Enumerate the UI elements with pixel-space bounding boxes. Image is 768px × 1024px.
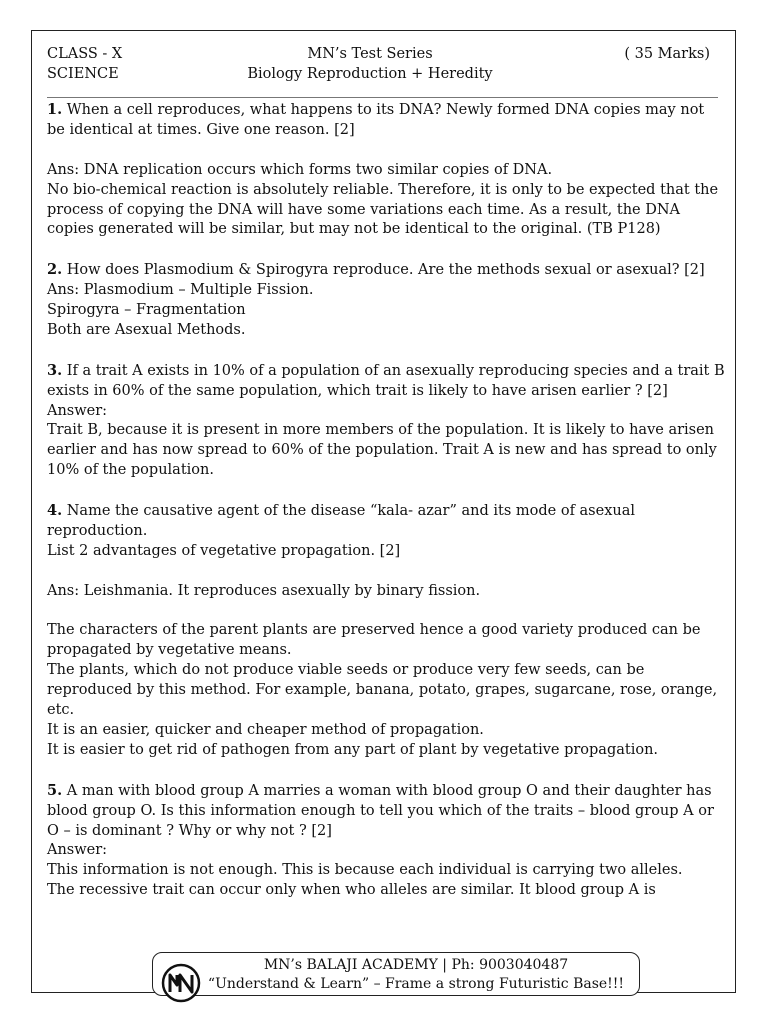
footer-academy: MN’s BALAJI ACADEMY | Ph: 9003040487 <box>263 957 569 973</box>
question-text: A man with blood group A marries a woman with blood group O and their daughter has blood group O. Is this information enough to tell you which of the traits – blood group A or O – is dominant ? Why or why not ? [2] <box>47 782 714 839</box>
footer-tagline: “Understand & Learn” – Frame a strong Futuristic Base!!! <box>207 976 625 992</box>
question-text: If a trait A exists in 10% of a population of an asexually reproducing species and a trait B exists in 60% of the same population, which trait is likely to have arisen earlier ? [2] <box>47 362 725 399</box>
answer-line: The recessive trait can occur only when who alleles are similar. It blood group A is <box>47 882 656 899</box>
answer-line: Ans: DNA replication occurs which forms two similar copies of DNA. <box>47 161 553 178</box>
answer-line: Trait B, because it is present in more members of the population. It is likely to have arisen earlier and has now spread to 60% of the population. Trait A is new and has spread to only 10% of the population. <box>47 422 717 479</box>
answer-line: Ans: Plasmodium – Multiple Fission. <box>47 282 314 299</box>
header-marks: ( 35 Marks) <box>624 46 710 62</box>
question-text: How does Plasmodium & Spirogyra reproduce. Are the methods sexual or asexual? [2] <box>62 262 705 279</box>
header-subject: SCIENCE <box>47 66 119 82</box>
answer-line: Answer: <box>47 402 108 419</box>
question-text-extra: List 2 advantages of vegetative propagation. [2] <box>47 542 401 559</box>
answer-line: It is an easier, quicker and cheaper method of propagation. <box>47 722 484 738</box>
question-number: 2. <box>47 261 63 279</box>
question-number: 3. <box>47 361 63 379</box>
footer-banner <box>152 952 640 996</box>
question-5 <box>47 781 725 842</box>
question-content <box>47 100 725 901</box>
question-number: 5. <box>47 781 63 799</box>
question-4 <box>47 501 725 542</box>
header-class: CLASS - X <box>47 46 123 62</box>
question-text: Name the causative agent of the disease “kala- azar” and its mode of asexual reproduction. <box>47 503 636 539</box>
header-series: MN’s Test Series <box>307 46 433 62</box>
header-divider <box>47 97 718 98</box>
question-text: When a cell reproduces, what happens to its DNA? Newly formed DNA copies may not be identical at times. Give one reason. [2] <box>47 102 705 138</box>
question-3 <box>47 361 725 402</box>
question-number: 4. <box>47 502 63 520</box>
answer-line: This information is not enough. This is because each individual is carrying two alleles. <box>47 862 683 879</box>
answer-line: The characters of the parent plants are preserved hence a good variety produced can be propagated by vegetative means. <box>47 622 701 659</box>
answer-line: Answer: <box>47 842 108 859</box>
question-2 <box>47 260 725 281</box>
answer-line: The plants, which do not produce viable seeds or produce very few seeds, can be reproduced by this method. For example, banana, potato, grapes, sugarcane, rose, orange, etc. <box>47 662 718 719</box>
answer-line: Ans: Leishmania. It reproduces asexually by binary fission. <box>47 582 481 599</box>
answer-line: Both are Asexual Methods. <box>47 321 246 338</box>
question-1 <box>47 100 725 141</box>
answer-line: Spirogyra – Fragmentation <box>47 302 246 319</box>
answer-line: It is easier to get rid of pathogen from any part of plant by vegetative propagation. <box>47 741 659 758</box>
academy-logo-icon <box>161 963 201 1003</box>
question-number: 1. <box>47 101 63 118</box>
answer-line: No bio-chemical reaction is absolutely reliable. Therefore, it is only to be expected that the process of copying the DNA will have some variations each time. As a result, the DNA copies generated will be similar, but may not be identical to the original. (TB P128) <box>47 181 719 238</box>
header-topic: Biology Reproduction + Heredity <box>247 66 493 82</box>
